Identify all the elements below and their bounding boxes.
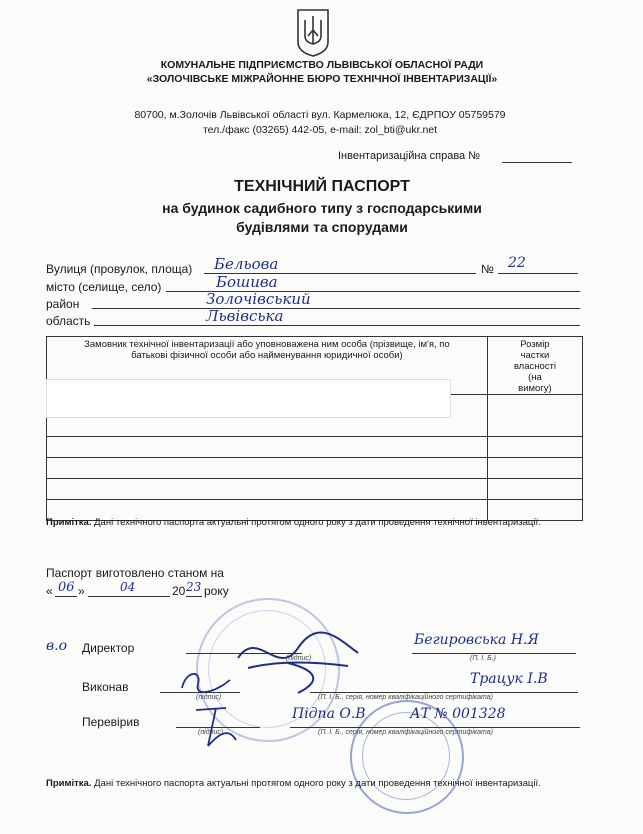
acting-prefix: в.о xyxy=(46,638,68,654)
checked-name-caption: (П. І. Б., серія, номер кваліфікаційного сертифіката) xyxy=(318,729,493,736)
document-subtitle-1: на будинок садибного типу з господарськими xyxy=(162,200,482,216)
made-day: 06 xyxy=(58,580,75,595)
made-month: 04 xyxy=(120,580,136,594)
executed-name-caption: (П. І. Б., серія, номер кваліфікаційного сертифіката) xyxy=(318,694,493,701)
executed-name-line xyxy=(310,692,578,693)
redacted-owner-name xyxy=(46,379,451,418)
director-label: Директор xyxy=(82,641,135,655)
note-bottom-text: Дані технічного паспорта актуальні протягом одного року з дати проведення технічної інвентаризації. xyxy=(94,778,541,789)
note-bottom-label: Примітка. xyxy=(46,778,92,789)
house-number-label: № xyxy=(481,262,494,276)
org-name-line1: КОМУНАЛЬНЕ ПІДПРИЄМСТВО ЛЬВІВСЬКОЇ ОБЛАСНОЇ РАДИ xyxy=(160,59,484,71)
made-year-prefix: 20 xyxy=(172,584,186,598)
made-year-suffix: 23 xyxy=(186,580,202,594)
document-subtitle-2: будівлями та спорудами xyxy=(236,219,408,235)
city-value: Бошива xyxy=(216,273,278,291)
checked-signature-icon xyxy=(186,700,246,750)
trident-emblem-icon xyxy=(296,8,330,58)
region-label: область xyxy=(46,314,91,328)
house-number-line xyxy=(498,273,578,274)
table-row xyxy=(47,437,583,458)
director-sign-caption: (підпис) xyxy=(286,655,312,662)
checked-certificate: АТ № 001328 xyxy=(410,706,506,722)
document-title: ТЕХНІЧНИЙ ПАСПОРТ xyxy=(234,178,410,195)
director-signature-icon xyxy=(228,618,368,698)
owners-table xyxy=(46,336,583,521)
district-line xyxy=(92,308,580,309)
house-number-value: 22 xyxy=(508,255,526,271)
note-bottom xyxy=(46,778,606,789)
checked-name: Підпа О.В xyxy=(292,706,366,722)
note-top xyxy=(46,517,606,528)
street-value: Бельова xyxy=(214,255,279,273)
executed-sign-caption: (підпис) xyxy=(196,694,222,701)
executed-name: Трацук І.В xyxy=(470,671,548,687)
district-value: Золочівський xyxy=(206,290,311,308)
city-label: місто (селище, село) xyxy=(46,280,162,294)
case-number-label: Інвентаризаційна справа № xyxy=(338,150,481,162)
share-column-header: Розмір частки власності (на вимогу) xyxy=(487,337,582,395)
org-name-line2: «ЗОЛОЧІВСЬКЕ МІЖРАЙОННЕ БЮРО ТЕХНІЧНОЇ ІНВЕНТАРИЗАЦІЇ» xyxy=(146,73,498,85)
made-day-line xyxy=(55,596,77,597)
executed-label: Виконав xyxy=(82,680,129,694)
director-name: Бегировська Н.Я xyxy=(414,632,539,648)
director-name-line xyxy=(412,653,576,654)
checked-sign-caption: (підпис) xyxy=(198,729,224,736)
made-open-quote: « xyxy=(46,584,53,598)
table-row xyxy=(47,479,583,500)
made-year-word: року xyxy=(204,584,229,598)
made-as-of-label: Паспорт виготовлено станом на xyxy=(46,566,224,580)
district-label: район xyxy=(46,297,80,311)
made-month-line xyxy=(88,596,170,597)
org-address: 80700, м.Золочів Львівської області вул. Кармелюка, 12, ЄДРПОУ 05759579 xyxy=(134,109,506,121)
org-contacts: тел./факс (03265) 442-05, e-mail: zol_bti@ukr.net xyxy=(202,124,438,136)
table-row xyxy=(47,458,583,479)
region-value: Львівська xyxy=(206,307,284,325)
executed-signature-icon xyxy=(176,666,236,696)
note-top-label: Примітка. xyxy=(46,517,92,528)
owner-column-header: Замовник технічної інвентаризації або уповноважена ним особа (прізвище, ім'я, по батькові фізичної особи або найменування юридичної особи) xyxy=(47,337,488,395)
checked-name-line xyxy=(290,727,580,728)
region-line xyxy=(94,325,580,326)
case-number-line xyxy=(502,162,572,163)
checked-label: Перевірив xyxy=(82,715,140,729)
made-close-quote: » xyxy=(78,584,85,598)
made-year-line xyxy=(186,596,202,597)
note-top-text: Дані технічного паспорта актуальні протягом одного року з дати проведення технічної інвентаризації. xyxy=(94,517,541,528)
director-name-caption: (П. І. Б.) xyxy=(470,655,496,662)
street-label: Вулиця (провулок, площа) xyxy=(46,262,193,276)
